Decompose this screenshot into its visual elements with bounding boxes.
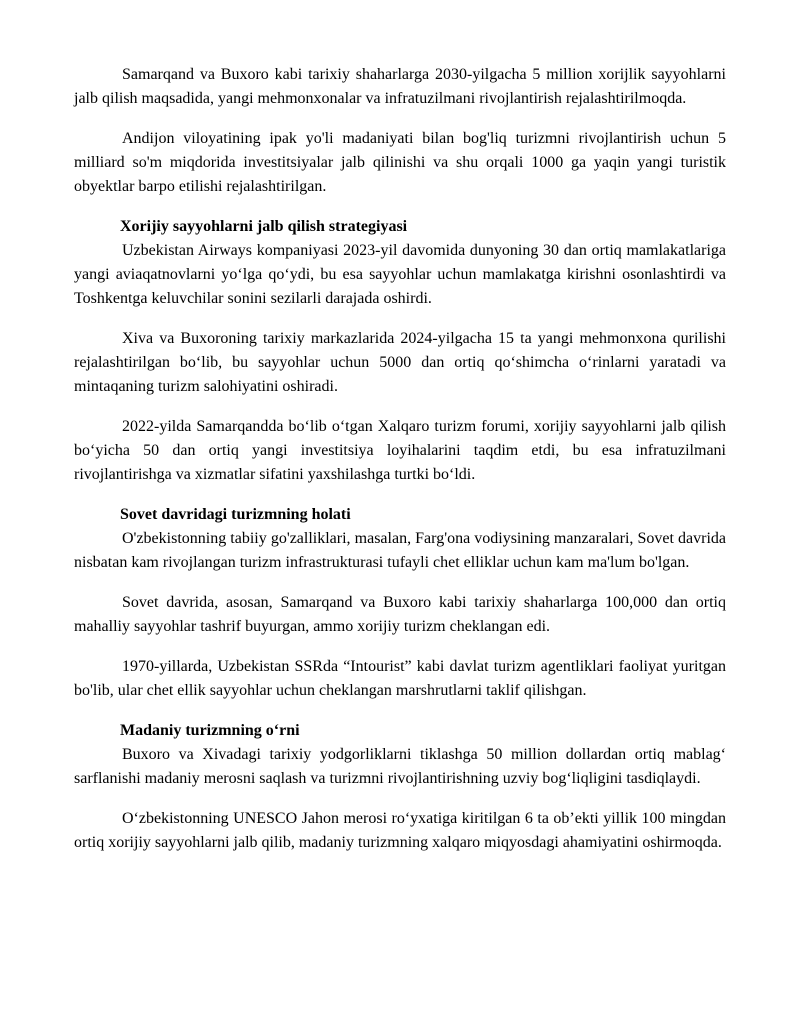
paragraph: 2022-yilda Samarqandda bo‘lib o‘tgan Xalqaro turizm forumi, xorijiy sayyohlarni jalb qilish bo‘yicha 50 dan ortiq yangi investitsiya loyihalarini taqdim etdi, bu esa infratuzilmani rivojlantirishga va xizmatlar sifatini yaxshilashga turtki bo‘ldi.: [74, 418, 726, 483]
section-heading-foreign-tourists-strategy: Xorijiy sayyohlarni jalb qilish strategiyasi: [120, 218, 408, 235]
paragraph: 1970-yillarda, Uzbekistan SSRda “Intourist” kabi davlat turizm agentliklari faoliyat yuritgan bo'lib, ular chet ellik sayyohlar uchun cheklangan marshrutlarni taklif qilishgan.: [74, 658, 726, 699]
paragraph: O'zbekistonning tabiiy go'zalliklari, masalan, Farg'ona vodiysining manzaralari, Sovet davrida nisbatan kam rivojlangan turizm infrastrukturasi tufayli chet elliklar uchun kam ma'lum bo'lgan.: [74, 530, 726, 571]
paragraph: Uzbekistan Airways kompaniyasi 2023-yil davomida dunyoning 30 dan ortiq mamlakatlariga yangi aviaqatnovlarni yo‘lga qo‘ydi, bu esa sayyohlar uchun mamlakatga kirishni osonlashtirdi va Toshkentga keluvchilar sonini sezilarli darajada oshirdi.: [74, 242, 726, 307]
paragraph: Buxoro va Xivadagi tarixiy yodgorliklarni tiklashga 50 million dollardan ortiq mablag‘ sarflanishi madaniy merosni saqlash va turizmni rivojlantirishning uzviy bog‘liqligini tasdiqlaydi.: [74, 746, 726, 787]
document-page: [74, 63, 726, 871]
paragraph: O‘zbekistonning UNESCO Jahon merosi ro‘yxatiga kiritilgan 6 ta ob’ekti yillik 100 mingdan ortiq xorijiy sayyohlarni jalb qilib, madaniy turizmning xalqaro miqyosdagi ahamiyatini oshirmoqda.: [74, 810, 726, 851]
section-heading-soviet-tourism: Sovet davridagi turizmning holati: [120, 506, 351, 523]
paragraph: Xiva va Buxoroning tarixiy markazlarida 2024-yilgacha 15 ta yangi mehmonxona qurilishi rejalashtirilgan bo‘lib, bu sayyohlar uchun 5000 dan ortiq qo‘shimcha o‘rinlarni yaratadi va mintaqaning turizm salohiyatini oshiradi.: [74, 330, 726, 395]
paragraph: Sovet davrida, asosan, Samarqand va Buxoro kabi tarixiy shaharlarga 100,000 dan ortiq mahalliy sayyohlar tashrif buyurgan, ammo xorijiy turizm cheklangan edi.: [74, 594, 726, 635]
paragraph: Andijon viloyatining ipak yo'li madaniyati bilan bog'liq turizmni rivojlantirish uchun 5 milliard so'm miqdorida investitsiyalar jalb qilinishi va shu orqali 1000 ga yaqin yangi turistik obyektlar barpo etilishi rejalashtirilgan.: [74, 130, 726, 195]
section-heading-cultural-tourism: Madaniy turizmning o‘rni: [120, 722, 300, 739]
paragraph: Samarqand va Buxoro kabi tarixiy shaharlarga 2030-yilgacha 5 million xorijlik sayyohlarni jalb qilish maqsadida, yangi mehmonxonalar va infratuzilmani rivojlantirish rejalashtirilmoqda.: [74, 66, 726, 107]
